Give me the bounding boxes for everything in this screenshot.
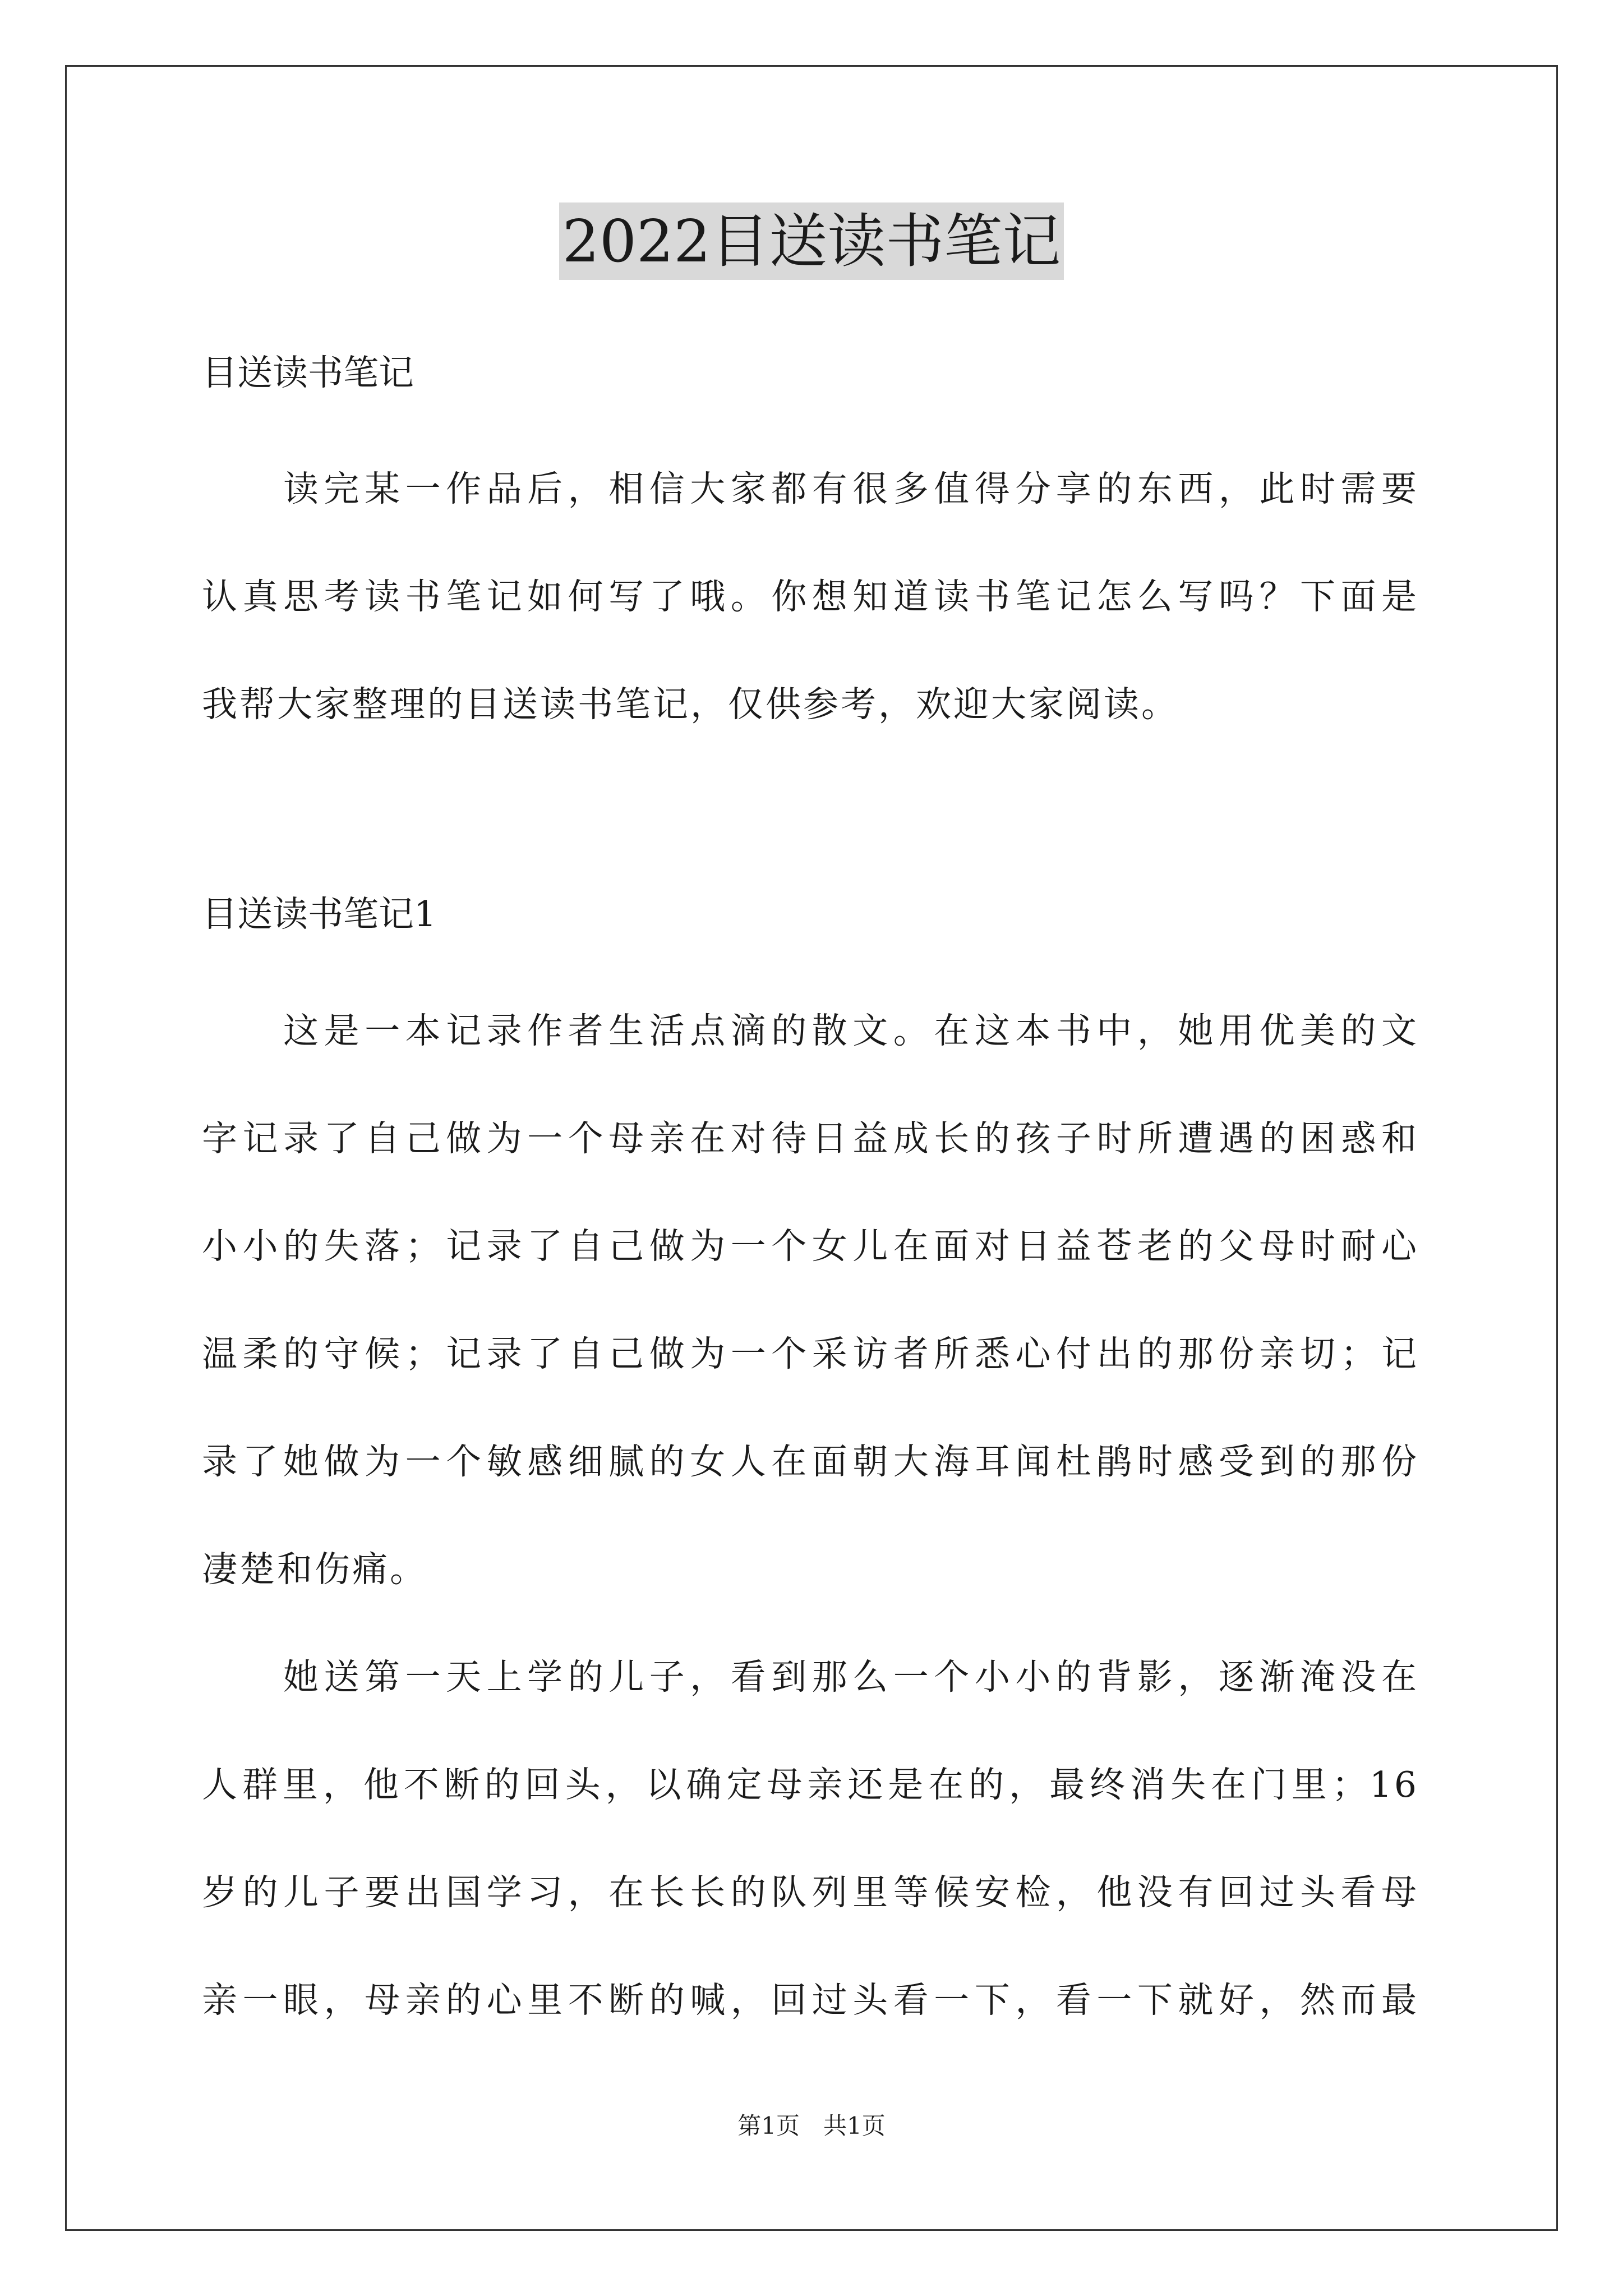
paragraph-line: 人群里，他不断的回头，以确定母亲还是在的，最终消失在门里；16: [202, 1764, 1419, 1805]
document-title: [0, 202, 1623, 280]
section-heading: 目送读书笔记1: [202, 894, 437, 935]
paragraph-line: 读完某一作品后，相信大家都有很多值得分享的东西，此时需要: [202, 468, 1419, 509]
paragraph-line: 认真思考读书笔记如何写了哦。你想知道读书笔记怎么写吗？下面是: [202, 576, 1419, 617]
paragraph-line: 岁的儿子要出国学习，在长长的队列里等候安检，他没有回过头看母: [202, 1872, 1419, 1913]
paragraph-1: [202, 977, 1419, 1623]
paragraph-line: 她送第一天上学的儿子，看到那么一个小小的背影，逐渐淹没在: [202, 1657, 1419, 1697]
paragraph-line: 录了她做为一个敏感细腻的女人在面朝大海耳闻杜鹃时感受到的那份: [202, 1441, 1419, 1482]
paragraph-2: [202, 1623, 1419, 2054]
paragraph-line: 小小的失落；记录了自己做为一个女儿在面对日益苍老的父母时耐心: [202, 1226, 1419, 1267]
document-subtitle: 目送读书笔记: [202, 352, 414, 393]
page-footer: 第1页 共1页: [737, 2112, 886, 2139]
paragraph-line: 字记录了自己做为一个母亲在对待日益成长的孩子时所遭遇的困惑和: [202, 1118, 1419, 1159]
paragraph-line: 凄楚和伤痛。: [202, 1549, 427, 1590]
paragraph-line: 这是一本记录作者生活点滴的散文。在这本书中，她用优美的文: [202, 1010, 1419, 1051]
paragraph-line: 温柔的守候；记录了自己做为一个采访者所悉心付出的那份亲切；记: [202, 1333, 1419, 1374]
paragraph-line: 我帮大家整理的目送读书笔记，仅供参考，欢迎大家阅读。: [202, 684, 1179, 725]
paragraph-line: 亲一眼，母亲的心里不断的喊，回过头看一下，看一下就好，然而最: [202, 1980, 1419, 2021]
document-title-text: 2022目送读书笔记: [559, 203, 1064, 280]
intro-paragraph: [202, 435, 1419, 758]
